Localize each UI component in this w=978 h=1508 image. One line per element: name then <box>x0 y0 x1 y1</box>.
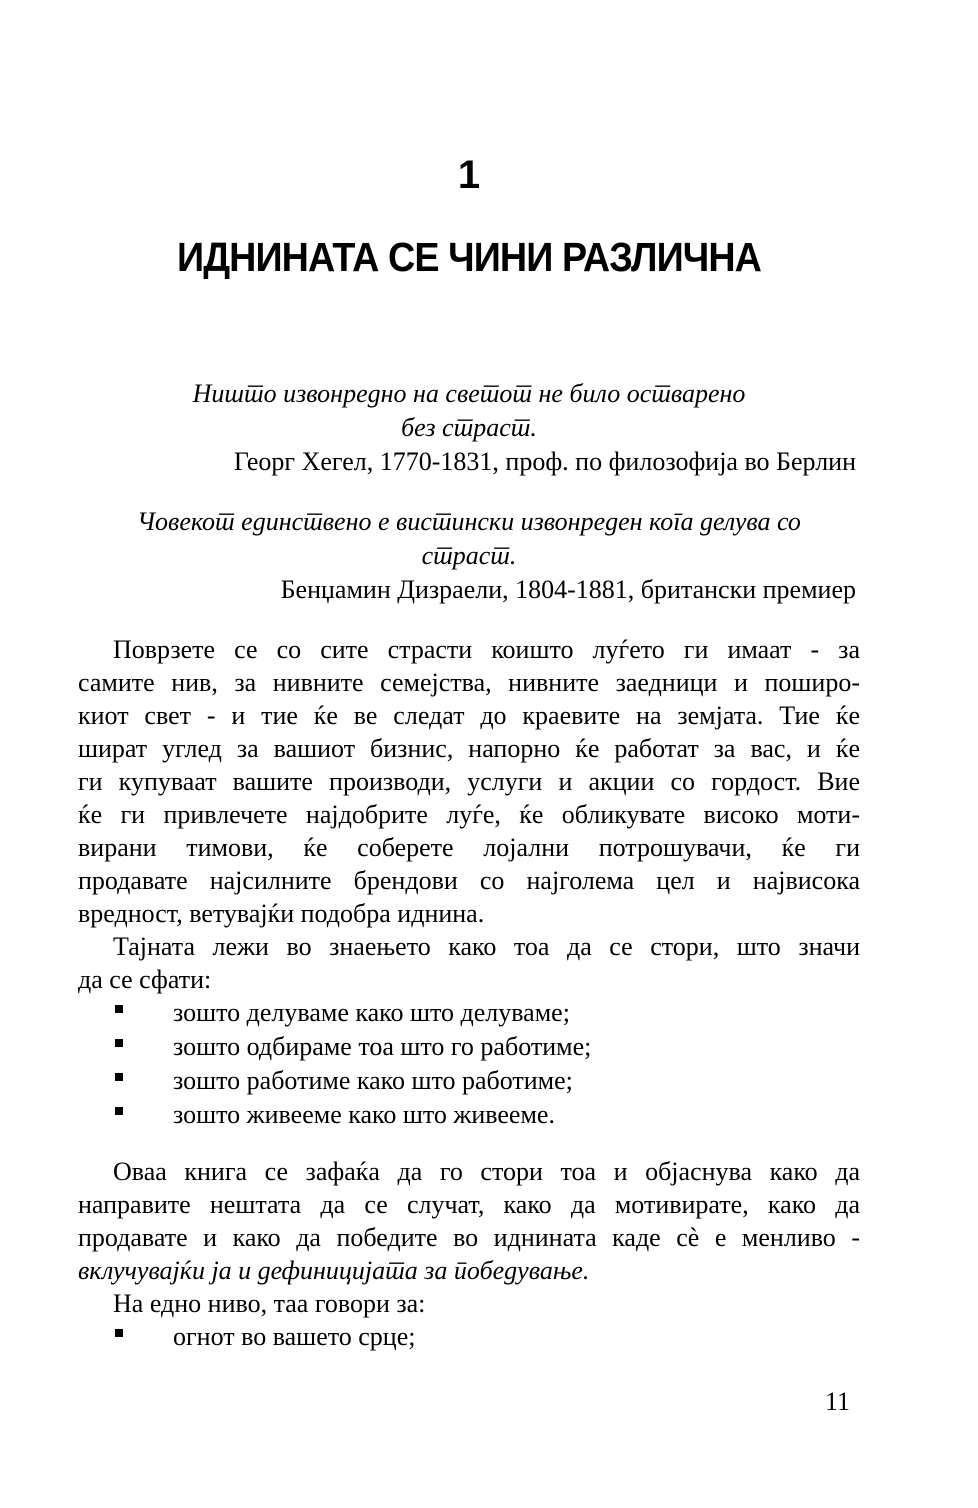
square-bullet-icon <box>115 1107 123 1115</box>
body-paragraph: Поврзете се со сите страсти коишто луѓето ги имаат - за самите нив, за нивните семејства, нивните заедници и поширо- киот свет - и тие ќе ве следат до краевите на земјата. Тие ќе шират углед за вашиот бизнис, напорно ќе работат за вас, и ќе ги купуваат вашите производи, услуги и акции со гордост. Вие ќе ги привлечете најдобрите луѓе, ќе обликувате високо моти- вирани тимови, ќе соберете лојални потрошувачи, ќе ги продавате најсилните брендови со најголема цел и највисока вредност, ветувајќи подобра иднина. <box>78 635 860 928</box>
bullet-item <box>78 1320 860 1353</box>
bullet-item-label: огнот во вашето срце; <box>173 1322 416 1351</box>
bullet-item <box>78 1098 860 1131</box>
square-bullet-icon <box>115 1073 123 1081</box>
page-number: 11 <box>824 1387 850 1416</box>
bullet-item-label: зошто одбираме тоа што го работиме; <box>173 1032 592 1061</box>
bullet-list <box>78 1320 860 1353</box>
epigraph-quote: Човекот единствено е вистински извонреден кога делува со страст. <box>137 507 801 570</box>
chapter-number: 1 <box>457 153 481 197</box>
body-paragraph: Тајната лежи во знаењето како тоа да се стори, што значи да се сфати: <box>78 932 860 994</box>
bullet-list <box>78 996 860 1131</box>
paragraph-italic-text: вклучувајќи ја и дефиницијата за победување. <box>78 1256 590 1285</box>
bullet-item <box>78 1030 860 1063</box>
body-paragraph <box>78 1155 860 1287</box>
epigraph-quote: Ништо извонредно на светот не било остварено без страст. <box>192 379 746 442</box>
bullet-item <box>78 1064 860 1097</box>
square-bullet-icon <box>115 1329 123 1337</box>
body-text <box>78 633 860 1353</box>
bullet-item-label: зошто живееме како што живееме. <box>173 1100 555 1129</box>
bullet-item-label: зошто работиме како што работиме; <box>173 1066 573 1095</box>
bullet-item <box>78 996 860 1029</box>
epigraph-attribution: Бенџамин Дизраели, 1804-1881, британски премиер <box>280 575 856 604</box>
square-bullet-icon <box>115 1039 123 1047</box>
epigraph-hegel <box>78 377 860 479</box>
bullet-item-label: зошто делуваме како што делуваме; <box>173 998 570 1027</box>
paragraph-text: Оваа книга се зафаќа да го стори тоа и објаснува како да направите нештата да се случат, како да мотивирате, како да продавате и како да победите во иднината каде сè е менливо - <box>78 1157 860 1252</box>
chapter-title: ИДНИНАТА СЕ ЧИНИ РАЗЛИЧНА <box>177 234 761 280</box>
body-paragraph: На едно ниво, таа говори за: <box>113 1289 426 1318</box>
square-bullet-icon <box>115 1005 123 1013</box>
epigraph-disraeli <box>78 505 860 607</box>
epigraph-attribution: Георг Хегел, 1770-1831, проф. по филозофија во Берлин <box>233 447 856 476</box>
